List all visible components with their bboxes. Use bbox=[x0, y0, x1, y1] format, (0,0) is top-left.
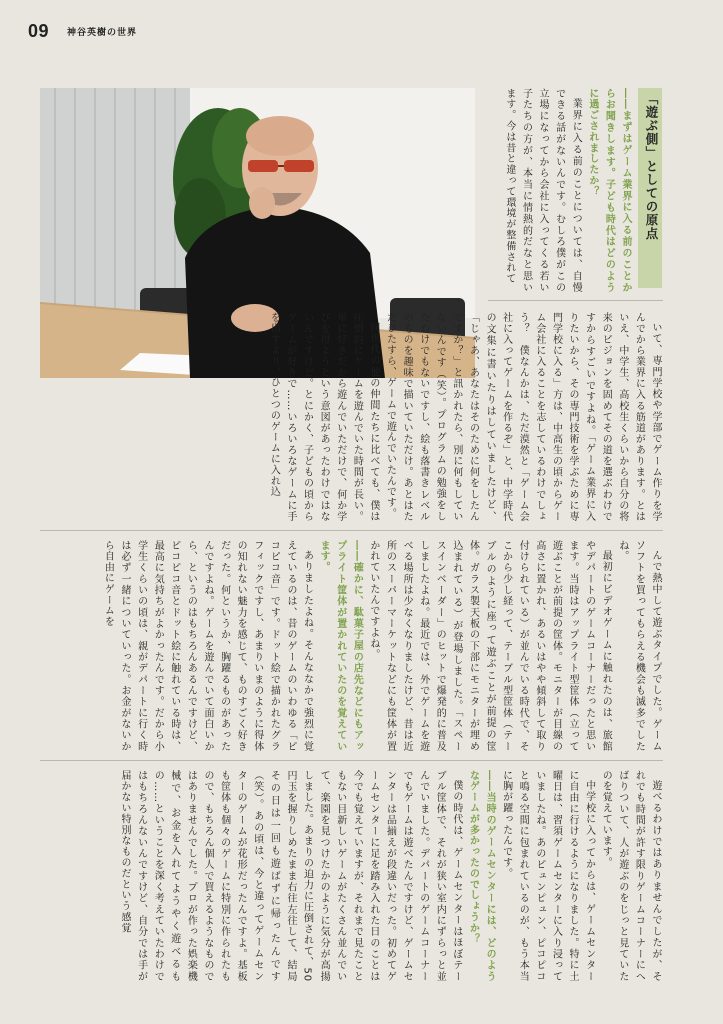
divider-rule bbox=[40, 530, 663, 531]
column-top-right bbox=[488, 88, 633, 293]
series-title: 神谷英樹の世界 bbox=[67, 27, 138, 38]
answer-text: 遊べるわけではありませんでしたが、それでも時間が許す限りゲームコーナーにへばりついて、人が遊ぶのをじっと見ていたのを覚えています。 bbox=[600, 770, 661, 982]
answer-text: 業界に入る前のことについては、自慢できる話がないんです。むしろ僕がこの立場になってから会社に入ってくる若い子たちの方が、本当に情熱的だなと思います。今は昔と違って環境が整備されて bbox=[503, 88, 582, 293]
question-text: ――まずはゲーム業界に入る前のことからお聞きします。子ども時代はどのように過ごされましたか？ bbox=[586, 88, 631, 293]
column-lower bbox=[40, 770, 663, 982]
question-text: ――確かに、駄菓子屋の店先などにもアップライト筐体が置かれていたのを覚えています。 bbox=[318, 540, 363, 752]
section-heading: 「遊ぶ側」としての原点 bbox=[644, 92, 659, 241]
divider-rule bbox=[488, 300, 663, 301]
question-text: ――当時のゲームセンターには、どのようなゲームが多かったのでしょうか？ bbox=[467, 770, 496, 982]
column-bottom bbox=[40, 540, 663, 752]
answer-text: 同世代の他の仲間たちに比べても、僕は圧倒的にゲームを遊んでいた時間が長い。単に好きだから遊んでいただけで、何か学びを得ようという意図があったわけではないんですけど。とにかく、子どもの頃からゲームが好きで……いろいろなゲームに手を出すより、ひとつのゲームに入れ込 bbox=[268, 312, 379, 522]
answer-text: 中学校に入ってからは、ゲームセンターに自由に行けるようになりました。特に土曜日は、習須ゲームセンターに入り浸っていましたね。あのピュンピュン、ピコピコと鳴る空間に包まれているのが、もう本当に胸が躍ったんです。 bbox=[500, 770, 595, 982]
page-header bbox=[28, 18, 137, 44]
divider-rule bbox=[40, 760, 663, 761]
answer-text: ありましたよね。そんななかで強烈に覚えているのは、昔のゲームのいわゆる「ピコピコ音」です。ドット絵で描かれたグラフィックですし、あまりいまのように得体の知れない魅力を感じて、ものすごく好きだった。何というか、胸躍るものがあったんですよね。ゲームを遊んでいて面白いから、というのはもちろんあるんですけど、ピコピコ音とドット絵に触れている時は、最高に気持ちがよかったんです。だから小学生くらいの頃は、親がデパートに行く時は必ず一緒についていった。お金がないから自由にゲームを bbox=[102, 540, 313, 752]
answer-text: いて、専門学校や学部でゲーム作りを学んでから業界に入る筋道があります。とはいえ、中学生、高校生くらいから自分の将来のビジョンを固めてその道を選ぶわけですからすごいですよね。「ゲーム業界に入りたいから、その専門技術を学ぶために専門学校に入る」方は、中高生の頃からゲーム会社に入ることを志しているわけでしょう？ 僕なんかは、ただ漠然と「ゲーム会社に入ってゲームを作るぞ」と、中学時代の文集に書いたりはしていましたけど、「じゃあ、あなたはそのために何をしたんですか？」と訊かれたら、別に何もしていないんです（笑）。プログラムの勉強をしたわけでもないですし、絵も落書きレベルのものを趣味で描いていただけ。あとはただひたすら、ゲームで遊んでいたんです。 bbox=[384, 312, 661, 522]
page-number: 09 bbox=[28, 20, 50, 41]
answer-text: んで熱中して遊ぶタイプでした。ゲームソフトを買ってもらえる機会も滅多でしたね。 bbox=[616, 540, 661, 752]
answer-text: 僕の時代は、ゲームセンターはほぼテーブル筐体で、それが狭い室内にずらっと並んでいました。デパートのゲームコーナーでもゲームは遊べたんですけど、ゲームセンターは品揃えが段違いだった。初めてゲームセンターに足を踏み入れた日のことは今でも覚えていますが、それまで見たこともない目新しいゲームがたくさん並んでいて、楽園を見つけたかのように気分が高揚しました。あまりの迫力に圧倒されて、50円玉を握りしめたまま右往左往して、結局その日は一回も遊ばずに帰ったんです（笑）。あの頃は、今と違ってゲームセンターのゲームが花形だったんですよ。基板も筐体も個々のゲームに特別に作られたもので、もちろん個人で買えるようなものではありませんでした。プロが作った娯楽機械で、お金を入れてようやく遊べるもの……ということを深く考えていたわけではもちろんないんですけど、自分では手が届かない特別なものだという感覚 bbox=[119, 770, 462, 982]
column-middle bbox=[40, 312, 663, 522]
answer-text: 最初にビデオゲームに触れたのは、旅館やデパートのゲームコーナーだったと思います。当時はアップライト型筐体（立って遊ぶことが前提の筐体。モニターが目線の高さに置かれ、あるいはやや傾斜して取り付けられている）が並んでいる時代で、そこから少し経って、テーブル型筐体（テーブルのように座って遊ぶことが前提の筐体。ガラス製天板の下部にモニターが埋め込まれている）が登場しました。「スペースインベーダー」のヒットで爆発的に普及しましたよね。最近では、外でゲームを遊べる場所は少なくなりましたけど、昔は近所のスーパーマーケットなどにも筐体が置かれていたんですよね。 bbox=[367, 540, 612, 752]
